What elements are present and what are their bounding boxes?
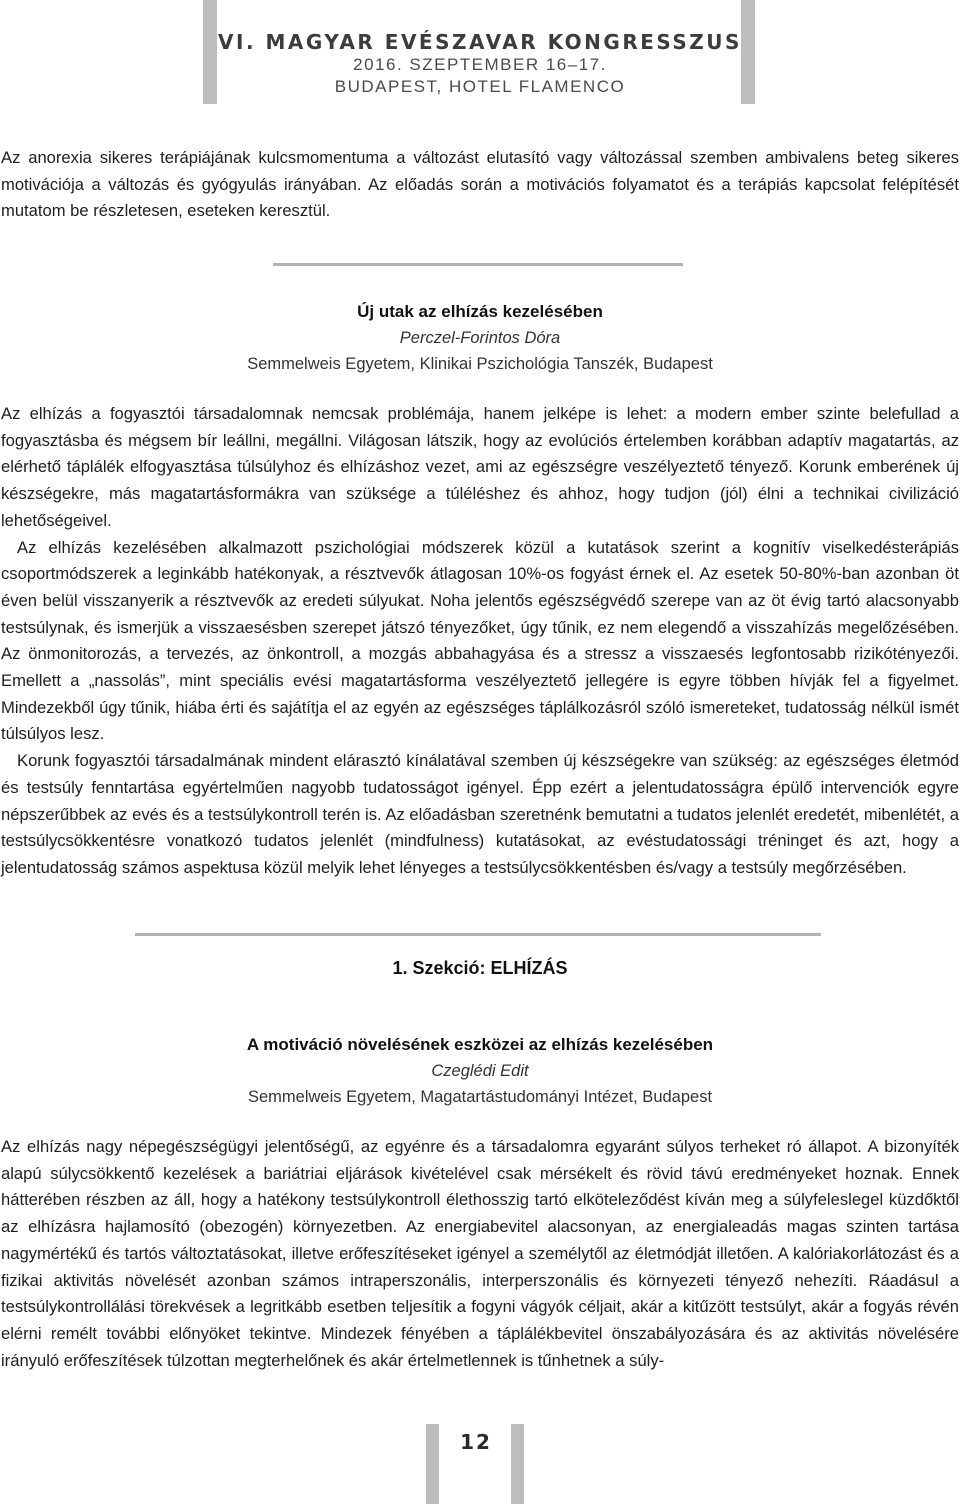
page-footer — [426, 1424, 526, 1504]
page-header — [0, 30, 960, 98]
article1-heading — [0, 299, 960, 377]
article-paragraph: Az elhízás a fogyasztói társadalomnak nemcsak problémája, hanem jelképe is lehet: a modern ember szinte belefullad a fogyasztásba és mégsem bír leállni, megállni. Világosan látszik, hogy az evolúciós értelemben korábban adaptív magatartás, az elérhető táplálék elfogyasztása túlsúlyhoz és elhízáshoz vezet, ami az egészségre veszélyeztető tényező. Korunk emberének új készségekre, más magatartásformákra van szüksége a túléléshez és ahhoz, hogy tudjon (jól) élni a technikai civilizáció lehetőségeivel. — [1, 404, 959, 530]
divider-rule — [273, 263, 683, 266]
page-number: 12 — [460, 1430, 492, 1454]
intro-block — [0, 145, 960, 225]
article-paragraph: Az elhízás nagy népegészségügyi jelentőségű, az egyénre és a társadalomra egyaránt súlyos terheket ró állapot. A bizonyíték alapú súlycsökkentő kezelések a bariátriai eljárások kivételével csak mérsékelt és rövid távú eredményeket hoznak. Ennek hátterében részben az áll, hogy a hatékony testsúlykontroll élethosszig tartó elköteleződést kíván meg a súlyfeleslegel küzdőktől az elhízásra hajlamosító (obezogén) környezetben. Az energiabevitel alacsonyan, az energialeadás magas szinten tartása nagymértékű és tartós változtatásokat, illetve erőfeszítéseket igényel a személytől az életmódját illetően. A kalóriakorlátozást és a fizikai aktivitás növelését azonban számos intraperszonális, interperszonális és környezeti tényező nehezíti. Ráadásul a testsúlykontrollálási törekvések a legritkább esetben teljesítik a fogyni vágyók céljait, akár a kitűzött testsúlyt, akár a fogyás révén elérni remélt további előnyöket tekintve. Mindezek fényében a táplálékbevitel önszabályozására és az aktivitás növelésére irányuló erőfeszítések túlzottan megterhelőnek és akár értelmetlennek is tűnhetnek a súly- — [1, 1137, 959, 1370]
article-author: Czeglédi Edit — [431, 1062, 529, 1080]
article-institution: Semmelweis Egyetem, Klinikai Pszichológia Tanszék, Budapest — [247, 355, 713, 373]
section-title: 1. Szekció: ELHÍZÁS — [392, 958, 568, 978]
article-title: A motiváció növelésének eszközei az elhízás kezelésében — [246, 1035, 714, 1054]
article2-heading — [0, 1032, 960, 1110]
article-author: Perczel-Forintos Dóra — [399, 329, 561, 347]
intro-paragraph: Az anorexia sikeres terápiájának kulcsmomentuma a változást elutasító vagy változással szemben ambivalens beteg sikeres motivációja a változás és gyógyulás irányában. Az előadás során a motivációs folyamatot és a terápiás kapcsolat felépítését mutatom be részletesen, eseteken keresztül. — [1, 148, 959, 221]
article1-body — [0, 401, 960, 882]
article-paragraph: Korunk fogyasztói társadalmának mindent elárasztó kínálatával szemben új készségekre van szükség: az egészséges életmód és testsúly fenntartása egyértelműen nagyobb tudatosságot igényel. Épp ezért a jelentudatosságra épülő intervenciók egyre népszerűbbek az evés és a testsúlykontroll terén is. Az előadásban szeretnénk bemutatni a tudatos jelenlét eredetét, mibenlétét, a testsúlycsökkentésre vonatkozó tudatos jelenlét (mindfulness) kutatásokat, az evéstudatossági tréninget és azt, hogy a jelentudatosság számos aspektusa közül melyik lehet lényeges a testsúlycsökkentésben és/vagy a testsúly megőrzésében. — [1, 751, 959, 877]
congress-date: 2016. SZEPTEMBER 16–17. — [353, 55, 607, 74]
article-paragraph: Az elhízás kezelésében alkalmazott pszichológiai módszerek közül a kutatások szerint a kognitív viselkedésterápiás csoportmódszerek a leginkább hatékonyak, a résztvevők átlagosan 10%-os fogyást érnek el. Az esetek 50-80%-ban azonban öt éven belül visszanyerik a résztvevők az eredeti súlyukat. Noha jelentős egészségvédő szerepe van az öt évig tartó alacsonyabb testsúlynak, és ismerjük a visszaesésben szerepet játszó tényezőket, úgy tűnik, ez nem elegendő a visszahízás megelőzésében. Az önmonitorozás, a tervezés, az önkontroll, a mozgás abbahagyása és a stressz a visszaesés legfontosabb rizikótényezői. Emellett a „nassolás”, mint speciális evési magatartásforma veszélyeztető jellegére is egyre többen hívják fel a figyelmet. Mindezekből úgy tűnik, hiába érti és sajátítja el az egyén az egészséges táplálkozásról szóló ismereteket, tudatosság nélkül ismét túlsúlyos lesz. — [1, 537, 959, 744]
article-title: Új utak az elhízás kezelésében — [357, 302, 603, 321]
article2-body — [0, 1134, 960, 1374]
congress-venue: BUDAPEST, HOTEL FLAMENCO — [334, 77, 626, 96]
section-divider-rule — [135, 933, 821, 936]
congress-title: VI. MAGYAR EVÉSZAVAR KONGRESSZUS — [218, 30, 742, 54]
section-heading — [0, 955, 960, 981]
article-institution: Semmelweis Egyetem, Magatartástudományi Intézet, Budapest — [247, 1088, 713, 1106]
